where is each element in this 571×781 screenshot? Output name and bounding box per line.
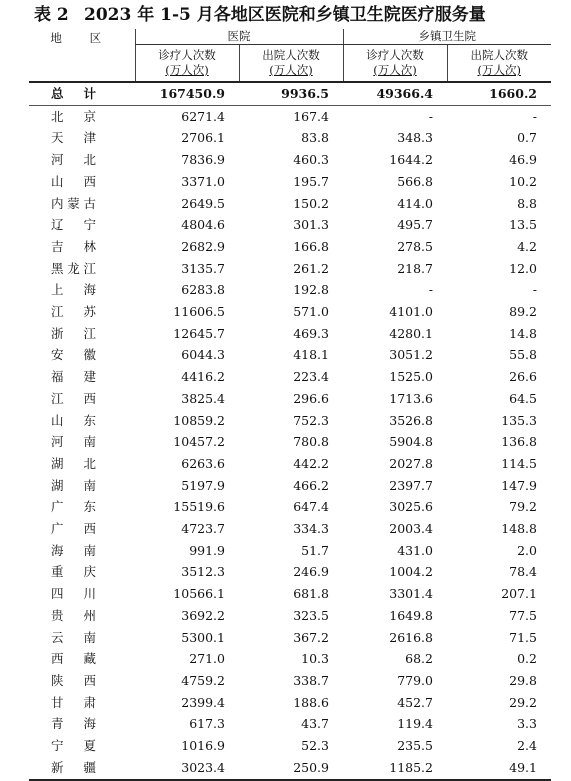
hospital-visits-cell: 3825.4 — [181, 390, 225, 406]
table-row — [29, 670, 551, 692]
region-name: 江 苏 — [51, 304, 96, 320]
hospital-visits-cell: 3692.2 — [181, 607, 225, 623]
hospital-discharges-cell: 301.3 — [293, 217, 329, 233]
region-cell — [29, 453, 135, 475]
township-discharges-cell: 3.3 — [517, 716, 537, 732]
township-visits-cell: 4101.0 — [389, 304, 433, 320]
hospital-discharges-cell: 442.2 — [293, 455, 329, 471]
table-row — [29, 214, 551, 236]
hospital-discharges-cell: 752.3 — [293, 412, 329, 428]
region-name: 内 蒙 古 — [51, 195, 96, 211]
table-row — [29, 713, 551, 735]
township-visits-cell: 278.5 — [397, 238, 433, 254]
table-row — [29, 193, 551, 215]
township-discharges-cell: 207.1 — [501, 586, 537, 602]
region-name: 天 津 — [51, 130, 96, 146]
township-discharges-cell: 8.8 — [517, 195, 537, 211]
region-cell — [29, 323, 135, 345]
region-cell — [29, 149, 135, 171]
region-name: 北 京 — [51, 108, 96, 124]
hospital-visits-cell: 4723.7 — [181, 521, 225, 537]
hospital-visits-cell: 6283.8 — [181, 282, 225, 298]
table-row — [29, 692, 551, 714]
table-row — [29, 323, 551, 345]
township-discharges-cell: 136.8 — [501, 434, 537, 450]
region-name: 广 东 — [51, 499, 96, 515]
table-row — [29, 540, 551, 562]
hospital-visits-cell: 5197.9 — [181, 477, 225, 493]
township-visits-cell: - — [428, 282, 433, 298]
table-row — [29, 127, 551, 149]
township-discharges-cell: 49.1 — [447, 757, 551, 780]
hospital-visits-header: 诊疗人次数 (万人次) — [135, 45, 239, 83]
region-name: 山 东 — [51, 412, 96, 428]
region-cell — [29, 627, 135, 649]
service-volume-table — [29, 29, 551, 781]
region-cell — [29, 301, 135, 323]
township-visits-cell: 3025.6 — [389, 499, 433, 515]
hospital-visits-cell: 10566.1 — [173, 586, 225, 602]
region-header: 地 区 — [50, 31, 114, 45]
region-cell — [29, 410, 135, 432]
township-visits-cell: 3301.4 — [389, 586, 433, 602]
region-cell — [29, 105, 135, 127]
township-discharges-header: 出院人次数 (万人次) — [447, 45, 551, 83]
region-name: 吉 林 — [51, 238, 96, 254]
hospital-discharges-cell: 167.4 — [293, 108, 329, 124]
hospital-visits-cell: 5300.1 — [181, 629, 225, 645]
hospital-visits-cell: 12645.7 — [173, 325, 225, 341]
region-name: 湖 北 — [51, 455, 96, 471]
hospital-visits-cell: 4416.2 — [181, 369, 225, 385]
region-name: 甘 肃 — [51, 694, 96, 710]
hospital-visits-cell: 7836.9 — [181, 152, 225, 168]
hospital-discharges-cell: 367.2 — [293, 629, 329, 645]
hospital-discharges-cell: 571.0 — [293, 304, 329, 320]
hospital-discharges-cell: 83.8 — [301, 130, 329, 146]
township-visits-cell: 2003.4 — [389, 521, 433, 537]
hospital-visits-cell: 1016.9 — [181, 738, 225, 754]
hospital-discharges-cell: 323.5 — [293, 607, 329, 623]
township-visits-cell: 2616.8 — [389, 629, 433, 645]
region-cell — [29, 561, 135, 583]
region-name: 福 建 — [51, 369, 96, 385]
region-cell — [29, 735, 135, 757]
township-discharges-cell: 89.2 — [509, 304, 537, 320]
township-discharges-cell: 114.5 — [501, 455, 537, 471]
hospital-discharges-cell: 188.6 — [293, 694, 329, 710]
hospital-discharges-header: 出院人次数 (万人次) — [239, 45, 343, 83]
township-discharges-cell: 135.3 — [501, 412, 537, 428]
region-name: 河 南 — [51, 434, 96, 450]
hospital-discharges-cell: 166.8 — [293, 238, 329, 254]
total-row — [29, 82, 551, 105]
table-row — [29, 366, 551, 388]
table-row — [29, 431, 551, 453]
table-row — [29, 388, 551, 410]
township-discharges-cell: 10.2 — [509, 173, 537, 189]
township-visits-cell: 5904.8 — [389, 434, 433, 450]
township-visits-cell: 431.0 — [397, 542, 433, 558]
township-discharges-cell: 55.8 — [509, 347, 537, 363]
hospital-visits-cell: 11606.5 — [173, 304, 225, 320]
table-row — [29, 627, 551, 649]
region-cell — [29, 757, 135, 780]
township-visits-cell: 4280.1 — [389, 325, 433, 341]
hospital-discharges-cell: 246.9 — [293, 564, 329, 580]
hospital-discharges-cell: 647.4 — [293, 499, 329, 515]
table-row — [29, 344, 551, 366]
region-cell — [29, 496, 135, 518]
region-name: 西 藏 — [51, 651, 96, 667]
township-discharges-cell: 78.4 — [509, 564, 537, 580]
hospital-discharges-cell: 296.6 — [293, 390, 329, 406]
hospital-visits-cell: 4804.6 — [181, 217, 225, 233]
region-name: 湖 南 — [51, 477, 96, 493]
hospital-discharges-cell: 52.3 — [301, 738, 329, 754]
township-discharges-cell: 64.5 — [509, 390, 537, 406]
region-name: 上 海 — [51, 282, 96, 298]
region-name: 贵 州 — [51, 607, 96, 623]
hospital-visits-cell: 6044.3 — [181, 347, 225, 363]
region-cell — [29, 388, 135, 410]
hospital-discharges-cell: 250.9 — [239, 757, 343, 780]
township-discharges-cell: 0.7 — [517, 130, 537, 146]
township-visits-cell: 1185.2 — [343, 757, 447, 780]
hospital-discharges-cell: 223.4 — [293, 369, 329, 385]
hospital-visits-cell: 3371.0 — [181, 173, 225, 189]
hospital-discharges-cell: 469.3 — [293, 325, 329, 341]
region-name: 海 南 — [51, 542, 96, 558]
township-visits-cell: 452.7 — [397, 694, 433, 710]
township-discharges-cell: 4.2 — [517, 238, 537, 254]
hospital-discharges-cell: 681.8 — [293, 586, 329, 602]
region-name: 黑 龙 江 — [51, 260, 96, 276]
table-row — [29, 496, 551, 518]
township-discharges-cell: 13.5 — [509, 217, 537, 233]
hospital-visits-cell: 617.3 — [189, 716, 225, 732]
township-discharges-cell: 1660.2 — [447, 82, 551, 105]
region-cell — [29, 214, 135, 236]
hospital-discharges-cell: 192.8 — [293, 282, 329, 298]
region-cell — [29, 236, 135, 258]
table-body — [29, 82, 551, 780]
township-discharges-cell: 77.5 — [509, 607, 537, 623]
township-discharges-cell: - — [532, 108, 537, 124]
township-discharges-cell: - — [532, 282, 537, 298]
hospital-discharges-cell: 43.7 — [301, 716, 329, 732]
township-visits-cell: 1004.2 — [389, 564, 433, 580]
hospital-visits-cell: 271.0 — [189, 651, 225, 667]
table-row — [29, 757, 551, 780]
township-discharges-cell: 29.8 — [509, 672, 537, 688]
region-cell — [29, 279, 135, 301]
region-name: 浙 江 — [51, 325, 96, 341]
hospital-discharges-cell: 418.1 — [293, 347, 329, 363]
region-cell — [29, 431, 135, 453]
hospital-discharges-cell: 261.2 — [293, 260, 329, 276]
township-discharges-cell: 46.9 — [509, 152, 537, 168]
township-discharges-cell: 0.2 — [517, 651, 537, 667]
township-visits-cell: 779.0 — [397, 672, 433, 688]
township-discharges-cell: 71.5 — [509, 629, 537, 645]
region-name: 辽 宁 — [51, 217, 96, 233]
hospital-visits-cell: 2706.1 — [181, 130, 225, 146]
township-discharges-cell: 26.6 — [509, 369, 537, 385]
township-visits-cell: 3526.8 — [389, 412, 433, 428]
hospital-discharges-cell: 780.8 — [293, 434, 329, 450]
region-name: 山 西 — [51, 173, 96, 189]
hospital-discharges-cell: 334.3 — [293, 521, 329, 537]
table-row — [29, 735, 551, 757]
township-visits-cell: 235.5 — [397, 738, 433, 754]
township-visits-cell: 348.3 — [397, 130, 433, 146]
region-cell — [29, 193, 135, 215]
region-cell — [29, 366, 135, 388]
table-row — [29, 149, 551, 171]
hospital-visits-cell: 2682.9 — [181, 238, 225, 254]
township-visits-cell: 119.4 — [397, 716, 433, 732]
township-visits-cell: 68.2 — [405, 651, 433, 667]
region-cell — [29, 692, 135, 714]
township-visits-cell: 495.7 — [397, 217, 433, 233]
region-cell — [29, 713, 135, 735]
region-cell — [29, 344, 135, 366]
hospital-visits-cell: 991.9 — [189, 542, 225, 558]
table-title — [0, 4, 571, 26]
township-visits-cell: 414.0 — [397, 195, 433, 211]
table-row — [29, 561, 551, 583]
hospital-visits-cell: 6263.6 — [181, 455, 225, 471]
table-row — [29, 301, 551, 323]
region-name: 重 庆 — [51, 564, 96, 580]
hospital-visits-cell: 15519.6 — [173, 499, 225, 515]
hospital-discharges-cell: 150.2 — [293, 195, 329, 211]
hospital-discharges-cell: 51.7 — [301, 542, 329, 558]
region-cell — [29, 258, 135, 280]
table-row — [29, 105, 551, 127]
table-row — [29, 410, 551, 432]
table-row — [29, 258, 551, 280]
table-row — [29, 171, 551, 193]
table-number: 表 2 — [34, 5, 69, 25]
township-visits-cell: 2027.8 — [389, 455, 433, 471]
township-visits-cell: 3051.2 — [389, 347, 433, 363]
table-row — [29, 279, 551, 301]
region-name: 新 疆 — [51, 759, 96, 775]
table-row — [29, 583, 551, 605]
township-visits-cell: 566.8 — [397, 173, 433, 189]
township-visits-cell: 218.7 — [397, 260, 433, 276]
table-caption: 2023 年 1-5 月各地区医院和乡镇卫生院医疗服务量 — [84, 5, 486, 25]
hospital-discharges-cell: 338.7 — [293, 672, 329, 688]
region-cell — [29, 127, 135, 149]
hospital-visits-cell: 2649.5 — [181, 195, 225, 211]
region-cell — [29, 171, 135, 193]
hospital-visits-cell: 3135.7 — [181, 260, 225, 276]
region-cell — [29, 82, 135, 105]
township-discharges-cell: 14.8 — [509, 325, 537, 341]
hospital-discharges-cell: 466.2 — [293, 477, 329, 493]
hospital-visits-cell: 10457.2 — [173, 434, 225, 450]
region-name: 广 西 — [51, 521, 96, 537]
table-row — [29, 648, 551, 670]
table-row — [29, 236, 551, 258]
table-row — [29, 518, 551, 540]
township-visits-cell: - — [428, 108, 433, 124]
region-name: 宁 夏 — [51, 738, 96, 754]
region-cell — [29, 518, 135, 540]
township-group-header: 乡镇卫生院 — [343, 29, 551, 45]
hospital-visits-cell: 3512.3 — [181, 564, 225, 580]
township-visits-cell: 1649.8 — [389, 607, 433, 623]
township-discharges-cell: 147.9 — [501, 477, 537, 493]
township-discharges-cell: 29.2 — [509, 694, 537, 710]
township-visits-cell: 1525.0 — [389, 369, 433, 385]
hospital-discharges-cell: 195.7 — [293, 173, 329, 189]
region-cell — [29, 583, 135, 605]
township-visits-cell: 1644.2 — [389, 152, 433, 168]
hospital-discharges-cell: 9936.5 — [239, 82, 343, 105]
hospital-discharges-cell: 10.3 — [301, 651, 329, 667]
township-visits-cell: 1713.6 — [389, 390, 433, 406]
township-discharges-cell: 2.0 — [517, 542, 537, 558]
table-row — [29, 453, 551, 475]
township-discharges-cell: 148.8 — [501, 521, 537, 537]
hospital-group-header: 医院 — [135, 29, 343, 45]
region-name: 四 川 — [51, 586, 96, 602]
hospital-visits-cell: 6271.4 — [181, 108, 225, 124]
region-cell — [29, 648, 135, 670]
region-name: 河 北 — [51, 152, 96, 168]
township-discharges-cell: 79.2 — [509, 499, 537, 515]
township-visits-cell: 2397.7 — [389, 477, 433, 493]
region-cell — [29, 670, 135, 692]
region-cell — [29, 605, 135, 627]
region-name: 青 海 — [51, 716, 96, 732]
region-cell — [29, 475, 135, 497]
region-name: 江 西 — [51, 390, 96, 406]
township-discharges-cell: 12.0 — [509, 260, 537, 276]
table-row — [29, 605, 551, 627]
hospital-visits-cell: 3023.4 — [135, 757, 239, 780]
region-name: 安 徽 — [51, 347, 96, 363]
region-name: 云 南 — [51, 629, 96, 645]
region-cell — [29, 540, 135, 562]
hospital-visits-cell: 2399.4 — [181, 694, 225, 710]
township-visits-cell: 49366.4 — [343, 82, 447, 105]
township-visits-header: 诊疗人次数 (万人次) — [343, 45, 447, 83]
hospital-visits-cell: 10859.2 — [173, 412, 225, 428]
township-discharges-cell: 2.4 — [517, 738, 537, 754]
region-name: 总 计 — [51, 86, 96, 101]
table-row — [29, 475, 551, 497]
hospital-visits-cell: 167450.9 — [135, 82, 239, 105]
hospital-visits-cell: 4759.2 — [181, 672, 225, 688]
hospital-discharges-cell: 460.3 — [293, 152, 329, 168]
region-name: 陕 西 — [51, 672, 96, 688]
